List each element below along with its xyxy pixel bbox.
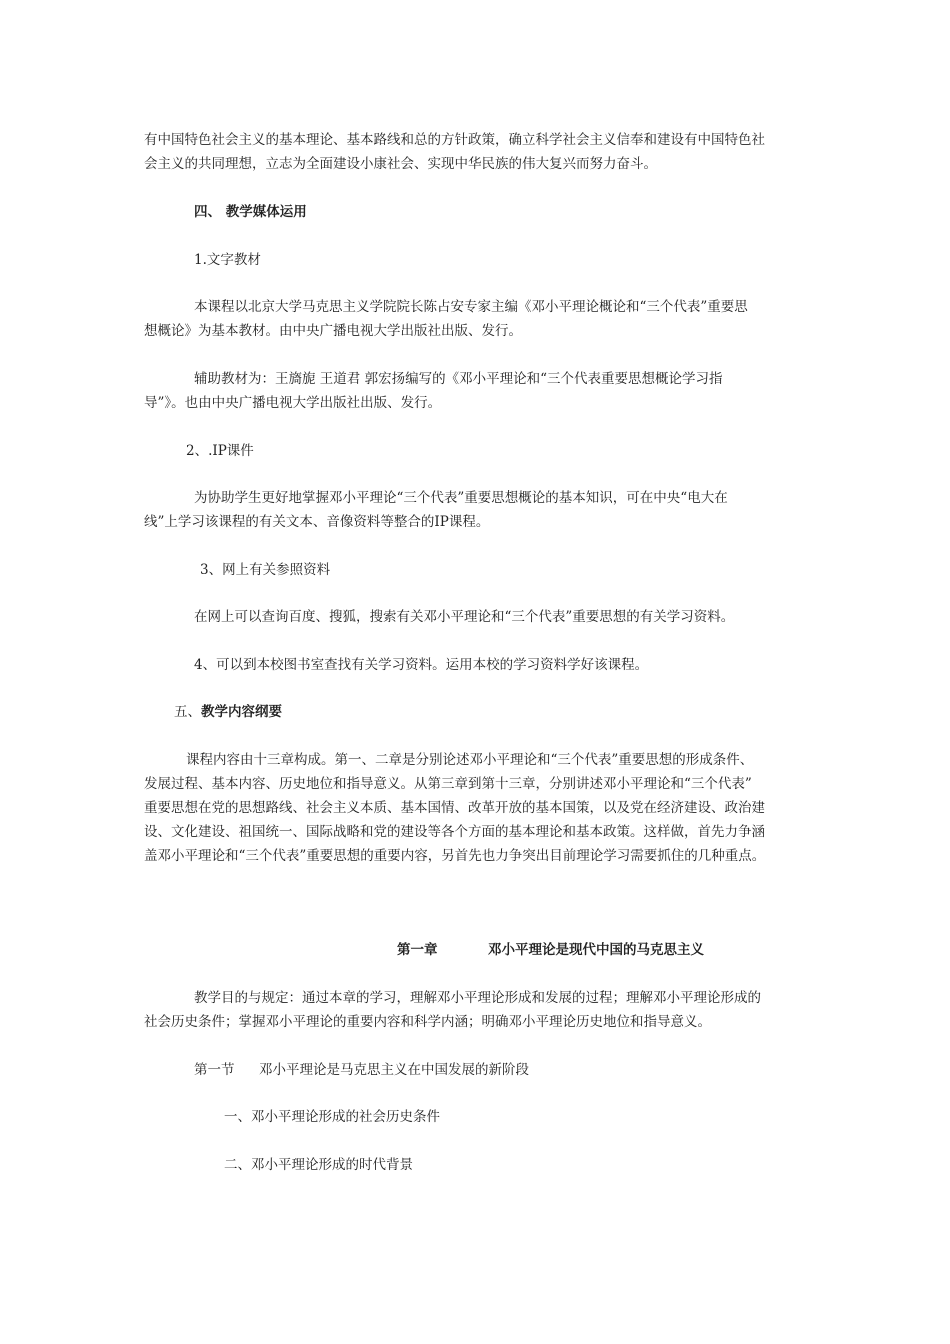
item4-paragraph: 4、可以到本校图书室查找有关学习资料。运用本校的学习资料学好该课程。 bbox=[194, 657, 649, 673]
item3-title: 3、网上有关参照资料 bbox=[200, 562, 331, 578]
outline-paragraph-line5: 盖邓小平理论和“三个代表”重要思想的重要内容，另首先也力争突出目前理论学习需要抓住的几种重点。 bbox=[144, 848, 766, 864]
item3-paragraph: 在网上可以查询百度、搜狐，搜索有关邓小平理论和“三个代表”重要思想的有关学习资料。 bbox=[194, 609, 735, 625]
outline-paragraph-line1: 课程内容由十三章构成。第一、二章是分别论述邓小平理论和“三个代表”重要思想的形成条件、 bbox=[186, 752, 754, 768]
outline-paragraph-line3: 重要思想在党的思想路线、社会主义本质、基本国情、改革开放的基本国策，以及党在经济建设、政治建 bbox=[144, 800, 765, 816]
item2-paragraph-line2: 线”上学习该课程的有关文本、音像资料等整合的IP课程。 bbox=[144, 514, 490, 530]
item1-title: 1.文字教材 bbox=[194, 252, 261, 268]
section-point-2: 二、邓小平理论形成的时代背景 bbox=[224, 1157, 413, 1173]
section-number: 第一节 bbox=[194, 1062, 235, 1078]
chapter-goal-line1: 教学目的与规定：通过本章的学习，理解邓小平理论形成和发展的过程；理解邓小平理论形成的 bbox=[194, 990, 761, 1006]
outline-heading-prefix: 五、 bbox=[174, 704, 201, 720]
item1-paragraph2-line1: 辅助教材为：王旖旎 王道君 郭宏扬编写的《邓小平理论和“三个代表重要思想概论学习指 bbox=[194, 371, 723, 387]
section-point-1: 一、邓小平理论形成的社会历史条件 bbox=[224, 1109, 440, 1125]
section-heading-outline bbox=[174, 703, 282, 721]
item1-paragraph2-line2: 导”》。也由中央广播电视大学出版社出版、发行。 bbox=[144, 395, 442, 411]
item2-title: 2、.IP课件 bbox=[186, 443, 254, 459]
chapter-title: 邓小平理论是现代中国的马克思主义 bbox=[488, 942, 704, 958]
chapter-goal-line2: 社会历史条件；掌握邓小平理论的重要内容和科学内涵；明确邓小平理论历史地位和指导意义。 bbox=[144, 1014, 711, 1030]
section-title: 邓小平理论是马克思主义在中国发展的新阶段 bbox=[259, 1062, 529, 1078]
intro-line-1: 有中国特色社会主义的基本理论、基本路线和总的方针政策，确立科学社会主义信奉和建设有中国特色社 bbox=[144, 132, 765, 148]
outline-paragraph-line4: 设、文化建设、祖国统一、国际战略和党的建设等各个方面的基本理论和基本政策。这样做，首先力争涵 bbox=[144, 824, 765, 840]
item1-paragraph1-line1: 本课程以北京大学马克思主义学院院长陈占安专家主编《邓小平理论概论和“三个代表”重要思 bbox=[194, 299, 748, 315]
intro-line-2: 会主义的共同理想，立志为全面建设小康社会、实现中华民族的伟大复兴而努力奋斗。 bbox=[144, 156, 657, 172]
outline-paragraph-line2: 发展过程、基本内容、历史地位和指导意义。从第三章到第十三章，分别讲述邓小平理论和“三个代表” bbox=[144, 776, 752, 792]
outline-heading-text: 教学内容纲要 bbox=[201, 704, 282, 720]
chapter-number: 第一章 bbox=[397, 942, 438, 958]
item1-paragraph1-line2: 想概论》为基本教材。由中央广播电视大学出版社出版、发行。 bbox=[144, 323, 522, 339]
section-heading-media: 四、 教学媒体运用 bbox=[194, 204, 307, 220]
item2-paragraph-line1: 为协助学生更好地掌握邓小平理论“三个代表”重要思想概论的基本知识，可在中央“电大在 bbox=[194, 490, 728, 506]
